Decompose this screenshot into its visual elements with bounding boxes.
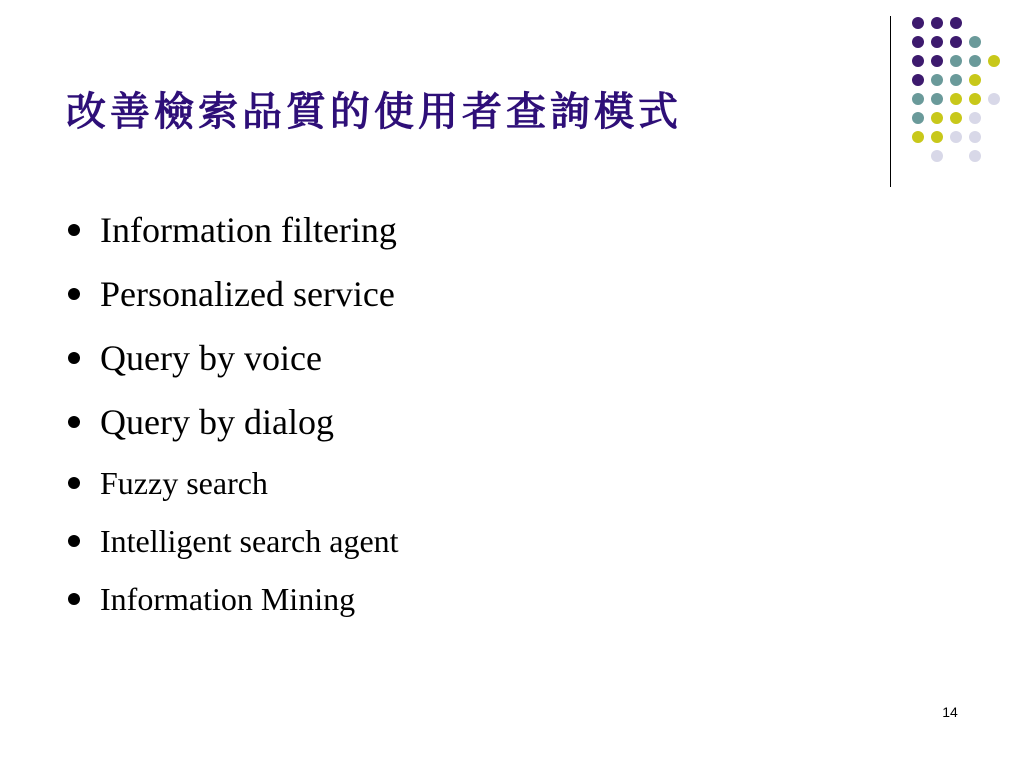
decorative-dot [969,131,981,143]
decorative-dot [912,36,924,48]
decorative-dot [969,93,981,105]
bullet-item [66,512,399,570]
bullet-text: Information filtering [100,210,397,250]
decorative-dot [950,55,962,67]
bullet-item [66,390,399,454]
decorative-dot [912,55,924,67]
bullet-text: Fuzzy search [100,465,268,501]
bullet-dot-icon [68,352,80,364]
bullet-text: Query by voice [100,338,322,378]
decorative-dot [969,55,981,67]
decorative-dot [931,131,943,143]
decorative-dot [931,17,943,29]
bullet-item [66,454,399,512]
decorative-dot [969,36,981,48]
decorative-dot-grid [0,0,1024,200]
bullet-item [66,326,399,390]
bullet-text: Information Mining [100,581,356,617]
decorative-dot [950,112,962,124]
title-divider-line [890,16,891,187]
decorative-dot [931,112,943,124]
decorative-dot [931,93,943,105]
decorative-dot [912,74,924,86]
bullet-item [66,570,399,628]
decorative-dot [931,150,943,162]
decorative-dot [969,74,981,86]
decorative-dot [950,131,962,143]
bullet-dot-icon [68,477,80,489]
bullet-text: Query by dialog [100,402,334,442]
bullet-text: Personalized service [100,274,395,314]
bullet-item [66,262,399,326]
decorative-dot [969,112,981,124]
decorative-dot [988,55,1000,67]
decorative-dot [931,55,943,67]
decorative-dot [988,93,1000,105]
bullet-dot-icon [68,288,80,300]
decorative-dot [931,74,943,86]
decorative-dot [950,17,962,29]
bullet-dot-icon [68,416,80,428]
slide-title: 改善檢索品質的使用者查詢模式 [66,89,682,135]
bullet-list [66,198,399,628]
decorative-dot [950,74,962,86]
decorative-dot [912,131,924,143]
bullet-item [66,198,399,262]
bullet-dot-icon [68,224,80,236]
decorative-dot [969,150,981,162]
decorative-dot [950,93,962,105]
decorative-dot [950,36,962,48]
decorative-dot [931,36,943,48]
bullet-dot-icon [68,535,80,547]
bullet-dot-icon [68,593,80,605]
decorative-dot [912,93,924,105]
decorative-dot [912,112,924,124]
page-number: 14 [942,704,958,720]
decorative-dot [912,17,924,29]
bullet-text: Intelligent search agent [100,523,399,559]
